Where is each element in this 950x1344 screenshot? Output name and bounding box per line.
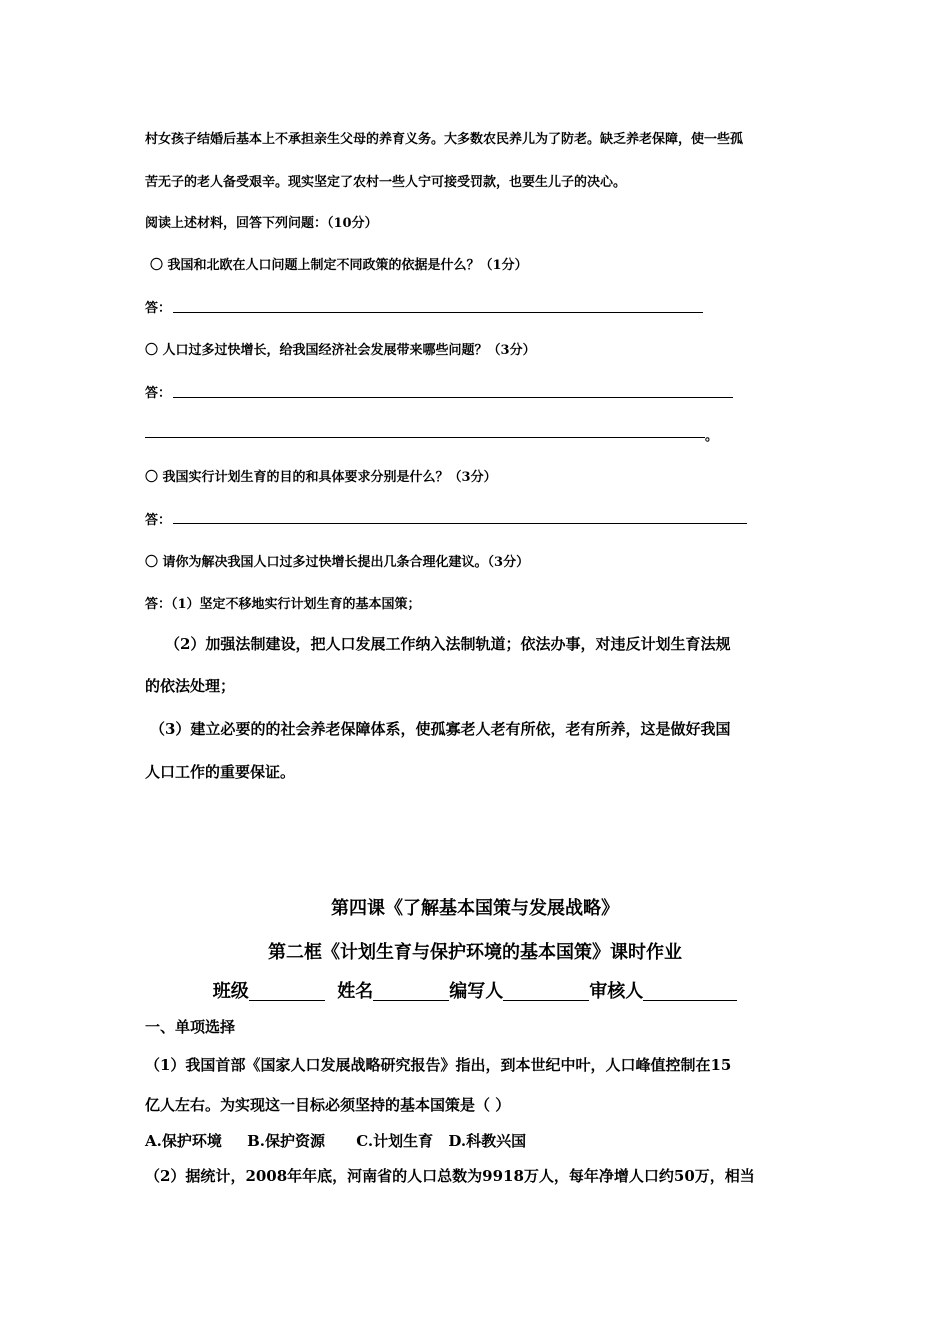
editor-blank [503, 982, 589, 1001]
q1-line-1: （1）我国首部《国家人口发展战略研究报告》指出，到本世纪中叶，人口峰值控制在15 [145, 1056, 732, 1074]
question-4: 〇 请你为解决我国人口过多过快增长提出几条合理化建议。（3分） [145, 555, 530, 570]
lesson-title: 第四课《了解基本国策与发展战略》 [331, 898, 619, 919]
question-2: 〇 人口过多过快增长，给我国经济社会发展带来哪些问题？（3分） [145, 343, 536, 358]
reviewer-blank [643, 982, 737, 1001]
material-line-2: 苦无子的老人备受艰辛。现实坚定了农村一些人宁可接受罚款，也要生儿子的决心。 [145, 175, 627, 190]
class-label: 班级 [212, 981, 249, 1002]
answer-label-2: 答： [145, 386, 172, 401]
q1-option-b: B.保护资源 [247, 1132, 326, 1150]
answer-line-1 [173, 312, 703, 313]
lesson-subtitle: 第二框《计划生育与保护环境的基本国策》课时作业 [268, 942, 682, 963]
q2-line-1: （2）据统计，2008年年底，河南省的人口总数为9918万人，每年净增人口约50万，相当 [145, 1167, 755, 1185]
answer-4-item-2-line-2: 的依法处理； [145, 677, 236, 695]
q1-option-d: D.科教兴国 [448, 1132, 527, 1150]
answer-label-1: 答： [145, 301, 172, 316]
answer-line-2a [173, 397, 733, 398]
info-line [0, 977, 950, 1003]
q1-option-a: A.保护环境 [145, 1132, 222, 1150]
question-1: 〇 我国和北欧在人口问题上制定不同政策的依据是什么？（1分） [150, 258, 528, 273]
class-blank [249, 982, 325, 1001]
answer-label-3: 答： [145, 513, 172, 528]
answer-line-3 [173, 523, 747, 524]
answer-4-item-2-line-1: （2）加强法制建设，把人口发展工作纳入法制轨道；依法办事，对违反计划生育法规 [165, 635, 731, 653]
reviewer-label: 审核人 [589, 981, 644, 1002]
q1-options [145, 1130, 526, 1151]
name-label: 姓名 [337, 981, 374, 1002]
answer-4-item-3-line-1: （3）建立必要的的社会养老保障体系，使孤寡老人老有所依，老有所养，这是做好我国 [150, 720, 731, 738]
q1-line-2: 亿人左右。为实现这一目标必须坚持的基本国策是（ ） [145, 1096, 511, 1114]
instruction: 阅读上述材料，回答下列问题：（10分） [145, 216, 378, 231]
material-line-1: 村女孩子结婚后基本上不承担亲生父母的养育义务。大多数农民养儿为了防老。缺乏养老保障，使一些孤 [145, 132, 744, 147]
answer-4-item-3-line-2: 人口工作的重要保证。 [145, 763, 296, 781]
editor-label: 编写人 [449, 981, 504, 1002]
name-blank [373, 982, 449, 1001]
answer-period: 。 [705, 429, 719, 444]
answer-4-item-1: 答：（1）坚定不移地实行计划生育的基本国策； [145, 597, 421, 612]
answer-line-2b [145, 437, 705, 438]
question-3: 〇 我国实行计划生育的目的和具体要求分别是什么？（3分） [145, 470, 497, 485]
q1-option-c: C.计划生育 [356, 1132, 434, 1150]
section-heading: 一、单项选择 [145, 1018, 236, 1036]
